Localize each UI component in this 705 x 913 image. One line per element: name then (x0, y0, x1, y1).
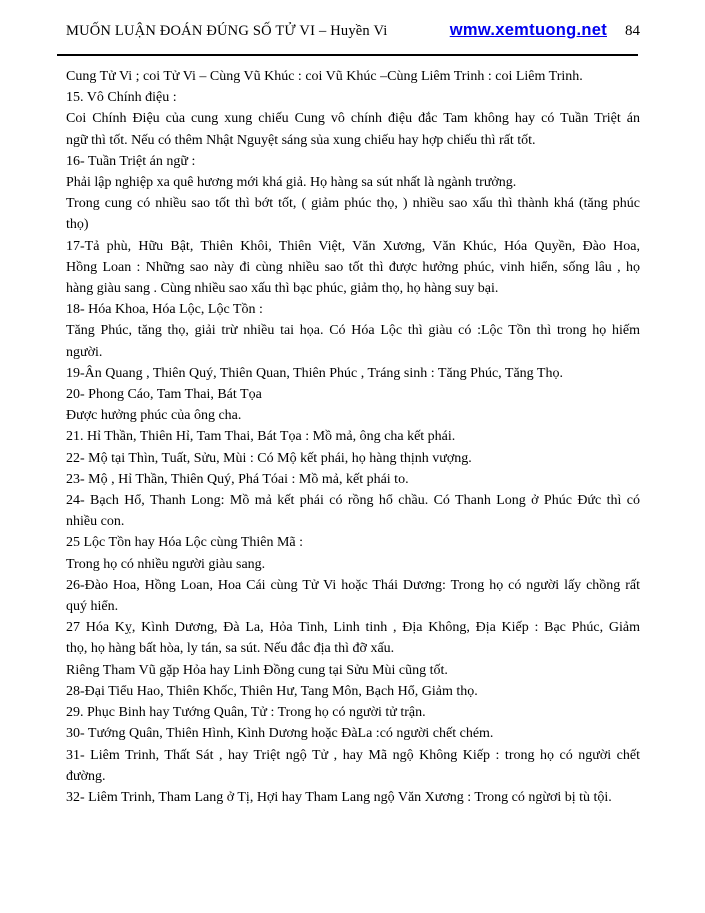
text-line: người. (66, 344, 103, 360)
text-line: ngữ thì tốt. Nếu có thêm Nhật Nguyệt sáng sủa xung chiếu hay hợp chiếu thì rất tốt. (66, 132, 536, 148)
document-body (66, 66, 640, 808)
text-line: Hồng Loan : Những sao này đi cùng nhiều sao tốt thì được hưởng phúc, vinh hiển, sống lâu , họ (66, 259, 640, 275)
website-link[interactable]: wmw.xemtuong.net (449, 21, 607, 39)
paragraph (66, 469, 640, 490)
text-line: 15. Vô Chính điệu : (66, 90, 177, 106)
header-rule (57, 54, 638, 56)
paragraph (66, 108, 640, 150)
paragraph (66, 448, 640, 469)
text-line: 20- Phong Cáo, Tam Thai, Bát Tọa (66, 387, 262, 403)
text-line: 17-Tả phù, Hữu Bật, Thiên Khôi, Thiên Việt, Văn Xương, Văn Khúc, Hóa Quyền, Đào Hoa, (66, 238, 640, 254)
page-number: 84 (625, 23, 640, 39)
text-line: 32- Liêm Trinh, Tham Lang ở Tị, Hợi hay Tham Lang ngộ Văn Xương : Trong có ngừơi bị tù tội. (66, 789, 612, 805)
paragraph (66, 299, 640, 320)
paragraph (66, 787, 640, 808)
paragraph (66, 702, 640, 723)
paragraph (66, 363, 640, 384)
paragraph (66, 320, 640, 362)
text-line: 25 Lộc Tồn hay Hóa Lộc cùng Thiên Mã : (66, 535, 304, 551)
text-line: Riêng Tham Vũ gặp Hỏa hay Linh Đồng cung tại Sửu Mùi cũng tốt. (66, 662, 448, 678)
text-line: Cung Tử Vi ; coi Tử Vi – Cùng Vũ Khúc : coi Vũ Khúc –Cùng Liêm Trinh : coi Liêm Trinh. (66, 69, 583, 84)
text-line: 26-Đào Hoa, Hồng Loan, Hoa Cái cùng Tử Vi hoặc Thái Dương: Trong họ có người lấy chồng rất (66, 577, 640, 593)
paragraph (66, 490, 640, 532)
text-line: 22- Mộ tại Thìn, Tuất, Sửu, Mùi : Có Mộ kết phái, họ hàng thịnh vượng. (66, 450, 472, 466)
paragraph (66, 405, 640, 426)
text-line: 24- Bạch Hổ, Thanh Long: Mồ mả kết phái có rồng hổ chầu. Có Thanh Long ở Phúc Đức thì có (66, 493, 640, 509)
text-line: thọ, họ hàng bất hòa, ly tán, sa sút. Nếu đắc địa thì đỡ xấu. (66, 641, 395, 657)
paragraph (66, 681, 640, 702)
paragraph (66, 193, 640, 235)
text-line: Phải lập nghiệp xa quê hương mới khá giả. Họ hàng sa sút nhất là ngành trưởng. (66, 175, 517, 191)
paragraph (66, 236, 640, 300)
page-title: MUỐN LUẬN ĐOÁN ĐÚNG SỐ TỬ VI – Huyền Vi (66, 23, 388, 39)
text-line: 16- Tuần Triệt án ngữ : (66, 153, 196, 169)
text-line: 28-Đại Tiểu Hao, Thiên Khốc, Thiên Hư, Tang Môn, Bạch Hổ, Giảm thọ. (66, 683, 478, 699)
text-line: 23- Mộ , Hỉ Thần, Thiên Quý, Phá Tóai : Mồ mả, kết phái to. (66, 471, 409, 487)
text-line: Tăng Phúc, tăng thọ, giải trừ nhiều tai họa. Có Hóa Lộc thì giàu có :Lộc Tồn thì trong họ hiếm (66, 323, 640, 339)
text-line: quý hiển. (66, 599, 119, 615)
paragraph (66, 532, 640, 553)
text-line: thọ) (66, 217, 89, 233)
paragraph (66, 151, 640, 172)
text-line: Trong cung có nhiều sao tốt thì bớt tốt, ( giảm phúc thọ, ) nhiều sao xấu thì thành khá (tăng phúc (66, 196, 640, 212)
paragraph (66, 575, 640, 617)
text-line: nhiều con. (66, 514, 125, 530)
paragraph (66, 384, 640, 405)
text-line: 31- Liêm Trinh, Thất Sát , hay Triệt ngộ Tử , hay Mã ngộ Không Kiếp : trong họ có người chết (66, 747, 640, 763)
text-line: 18- Hóa Khoa, Hóa Lộc, Lộc Tồn : (66, 302, 263, 318)
paragraph (66, 87, 640, 108)
text-line: Trong họ có nhiều người giàu sang. (66, 556, 266, 572)
text-line: Được hưởng phúc của ông cha. (66, 408, 242, 424)
text-line: đường. (66, 768, 106, 784)
text-line: hàng giàu sang . Cùng nhiều sao xấu thì bạc phúc, giảm thọ, họ hàng suy bại. (66, 281, 499, 297)
paragraph (66, 660, 640, 681)
paragraph (66, 617, 640, 659)
text-line: 27 Hóa Kỵ, Kình Dương, Đà La, Hỏa Tinh, Linh tinh , Địa Không, Địa Kiếp : Bạc Phúc, Giảm (66, 620, 640, 636)
text-line: 30- Tướng Quân, Thiên Hình, Kình Dương hoặc ĐàLa :có người chết chém. (66, 726, 494, 742)
page-header (0, 0, 705, 40)
paragraph (66, 723, 640, 744)
paragraph (66, 66, 640, 87)
text-line: 19-Ân Quang , Thiên Quý, Thiên Quan, Thiên Phúc , Tráng sinh : Tăng Phúc, Tăng Thọ. (66, 365, 563, 381)
text-line: 29. Phục Binh hay Tướng Quân, Tử : Trong họ có người tử trận. (66, 705, 426, 721)
text-line: 21. Hỉ Thần, Thiên Hỉ, Tam Thai, Bát Tọa : Mồ mả, ông cha kết phái. (66, 429, 456, 445)
paragraph (66, 745, 640, 787)
paragraph (66, 554, 640, 575)
paragraph (66, 426, 640, 447)
paragraph (66, 172, 640, 193)
text-line: Coi Chính Điệu của cung xung chiếu Cung vô chính điệu đắc Tam không hay có Tuần Triệt án (66, 111, 640, 127)
